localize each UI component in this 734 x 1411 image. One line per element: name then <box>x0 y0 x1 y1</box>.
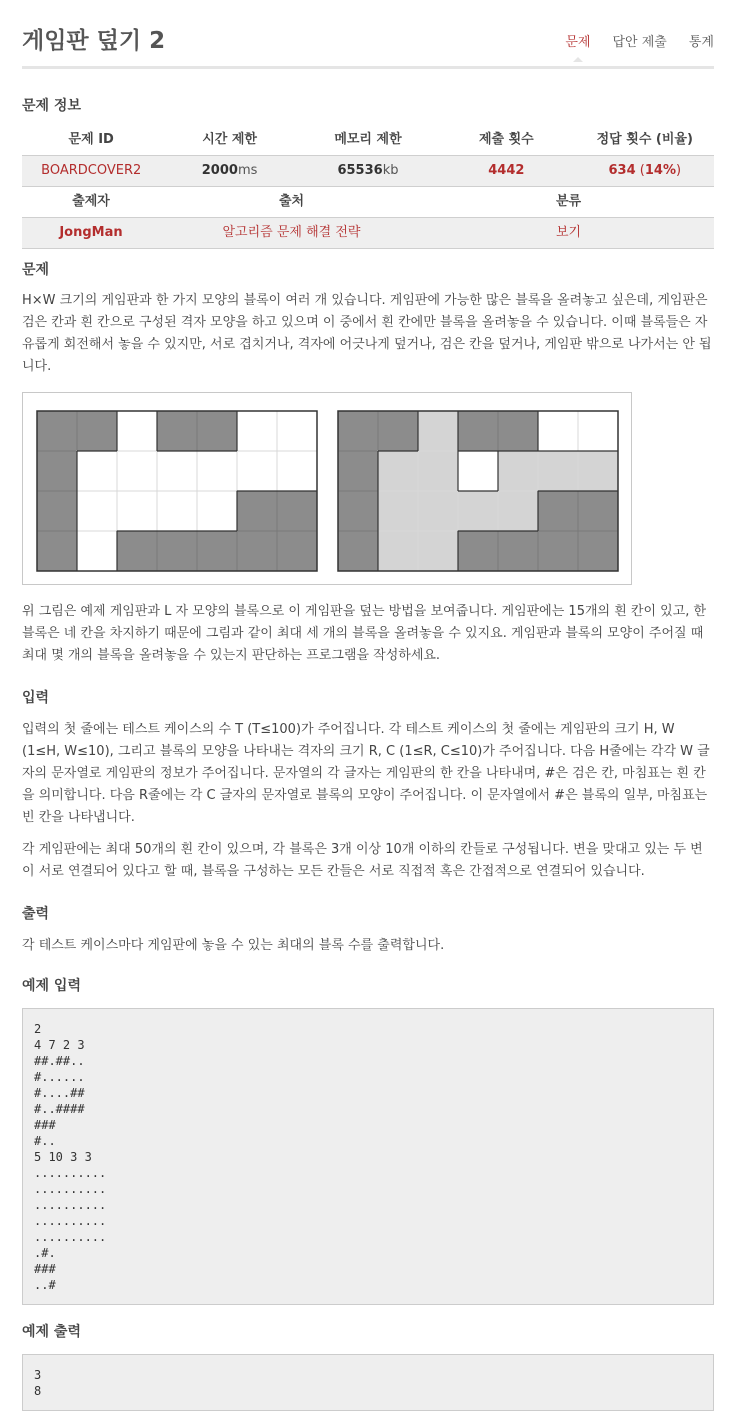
tab-submit-label: 답안 제출 <box>612 35 667 50</box>
board-solution-cell <box>538 531 578 571</box>
board-example-grid <box>36 410 318 572</box>
page-title: 게임판 덮기 2 <box>22 28 166 54</box>
board-example-cell <box>237 411 277 451</box>
board-example-cell <box>277 531 317 571</box>
board-example-cell <box>77 411 117 451</box>
input-heading: 입력 <box>22 690 50 706</box>
header-accepted: 정답 횟수 (비율) <box>596 132 693 147</box>
time-limit-number: 2000 <box>201 163 238 178</box>
source-link[interactable]: 알고리즘 문제 해결 전략 <box>160 218 423 249</box>
board-example-cell <box>197 491 237 531</box>
board-solution-cell <box>418 531 458 571</box>
board-example-cell <box>117 531 157 571</box>
board-example-cell <box>157 451 197 491</box>
header-author: 출제자 <box>72 194 110 209</box>
board-solution-cell <box>458 451 498 491</box>
board-solution-grid <box>337 410 619 572</box>
problem-page <box>22 0 714 1411</box>
board-solution-cell <box>378 451 418 491</box>
problem-section <box>22 259 714 667</box>
board-solution-cell <box>418 411 458 451</box>
info-value-row <box>22 156 714 187</box>
board-figure <box>22 392 632 585</box>
board-example-cell <box>157 411 197 451</box>
board-solution-cell <box>418 491 458 531</box>
header-time-limit: 시간 제한 <box>202 132 257 147</box>
accepted-ratio: 14% <box>644 163 676 178</box>
time-limit-value <box>160 156 298 187</box>
output-section <box>22 903 714 957</box>
board-example-cell <box>157 491 197 531</box>
board-example-cell <box>197 411 237 451</box>
board-example-cell <box>277 451 317 491</box>
board-solution-cell <box>338 451 378 491</box>
header-source: 출처 <box>278 194 305 209</box>
board-solution-cell <box>578 491 618 531</box>
tab-problem[interactable] <box>565 32 590 54</box>
board-example-cell <box>37 491 77 531</box>
output-heading: 출력 <box>22 906 50 922</box>
board-solution-cell <box>378 491 418 531</box>
time-limit-unit: ms <box>237 163 258 178</box>
board-solution-cell <box>458 411 498 451</box>
board-example <box>36 410 318 572</box>
board-solution-cell <box>378 411 418 451</box>
sample-input-heading: 예제 입력 <box>22 978 81 994</box>
board-solution-cell <box>338 531 378 571</box>
board-example-cell <box>117 411 157 451</box>
problem-id-value: BOARDCOVER2 <box>22 156 160 187</box>
page-header <box>22 24 714 69</box>
ratio-open: ( <box>635 163 645 178</box>
author-link[interactable]: JongMan <box>22 218 160 249</box>
board-solution-cell <box>538 491 578 531</box>
info-header-row <box>22 125 714 156</box>
output-description: 각 테스트 케이스마다 게임판에 놓을 수 있는 최대의 블록 수를 출력합니다. <box>22 938 445 953</box>
board-example-cell <box>277 411 317 451</box>
meta-header-row <box>22 187 714 218</box>
board-example-cell <box>197 451 237 491</box>
board-solution-cell <box>578 531 618 571</box>
board-example-cell <box>37 451 77 491</box>
board-solution-cell <box>498 491 538 531</box>
accepted-value <box>576 156 714 187</box>
accepted-count: 634 <box>608 163 636 178</box>
sample-input-section <box>22 975 714 1305</box>
board-example-cell <box>77 491 117 531</box>
problem-heading: 문제 <box>22 262 50 278</box>
problem-intro: H×W 크기의 게임판과 한 가지 모양의 블록이 여러 개 있습니다. 게임판에 가능한 많은 블록을 올려놓고 싶은데, 게임판은 검은 칸과 흰 칸으로 구성된 격자 모양을 하고 있으며 이 중에서 흰 칸에만 블록을 올려놓을 수 있습니다. 이때 블록들은 자유롭게 회전해서 놓을 수 있지만, 서로 겹치거나, 격자에 어긋나게 덮거나, 검은 칸을 덮거나, 게임판 밖으로 나가서는 안 됩니다. <box>22 293 712 374</box>
input-constraints: 각 게임판에는 최대 50개의 흰 칸이 있으며, 각 블록은 3개 이상 10개 이하의 칸들로 구성됩니다. 변을 맞대고 있는 두 변이 서로 연결되어 있다고 할 때, 블록을 구성하는 모든 칸들은 서로 직접적 혹은 간접적으로 연결되어 있습니다. <box>22 842 703 879</box>
sample-input-code[interactable]: 2 4 7 2 3 ##.##.. #...... #....## #..#### ### #.. 5 10 3 3 .......... .......... .......... .......... .......... .#. ### ..# <box>22 1008 714 1305</box>
board-solution-cell <box>578 411 618 451</box>
board-solution-cell <box>538 451 578 491</box>
input-description: 입력의 첫 줄에는 테스트 케이스의 수 T (T≤100)가 주어집니다. 각 테스트 케이스의 첫 줄에는 게임판의 크기 H, W (1≤H, W≤10), 그리고 블록의 모양을 나타내는 격자의 크기 R, C (1≤R, C≤10)가 주어집니다. 다음 H줄에는 각각 W 글자의 문자열로 게임판의 정보가 주어집니다. 문자열의 각 글자는 게임판의 한 칸을 나타내며, #은 검은 칸, 마침표는 흰 칸을 의미합니다. 다음 R줄에는 각 C 글자의 문자열로 블록의 모양이 주어집니다. 이 문자열에서 #은 블록의 일부, 마침표는 빈 칸을 나타냅니다. <box>22 722 710 825</box>
info-table-stats <box>22 125 714 187</box>
tab-submit[interactable] <box>613 32 667 54</box>
board-example-cell <box>197 531 237 571</box>
problem-explanation: 위 그림은 예제 게임판과 L 자 모양의 블록으로 이 게임판을 덮는 방법을 보여줍니다. 게임판에는 15개의 흰 칸이 있고, 한 블록은 네 칸을 차지하기 때문에 그림과 같이 최대 세 개의 블록을 올려놓을 수 있지요. 게임판과 블록의 모양이 주어질 때 최대 몇 개의 블록을 올려놓을 수 있는지 판단하는 프로그램을 작성하세요. <box>22 604 707 663</box>
memory-limit-number: 65536 <box>337 163 383 178</box>
board-solution-cell <box>458 531 498 571</box>
ratio-close: ) <box>675 163 682 178</box>
submissions-value: 4442 <box>437 156 575 187</box>
memory-limit-unit: kb <box>382 163 399 178</box>
board-example-cell <box>77 531 117 571</box>
tab-bar <box>565 32 714 54</box>
board-solution-cell <box>498 451 538 491</box>
board-example-cell <box>77 451 117 491</box>
board-example-cell <box>117 491 157 531</box>
board-example-cell <box>237 451 277 491</box>
meta-value-row <box>22 218 714 249</box>
board-example-cell <box>237 491 277 531</box>
board-solution <box>337 410 619 572</box>
category-link[interactable]: 보기 <box>423 218 714 249</box>
board-solution-cell <box>458 491 498 531</box>
tab-stats-label: 통계 <box>688 35 714 50</box>
sample-output-section <box>22 1321 714 1411</box>
board-example-cell <box>37 411 77 451</box>
sample-output-heading: 예제 출력 <box>22 1324 81 1340</box>
board-solution-cell <box>578 451 618 491</box>
board-example-cell <box>37 531 77 571</box>
tab-stats[interactable] <box>689 32 714 54</box>
board-solution-cell <box>498 411 538 451</box>
info-heading: 문제 정보 <box>22 98 81 114</box>
tab-problem-label: 문제 <box>565 35 591 50</box>
header-category: 분류 <box>555 194 582 209</box>
board-example-cell <box>117 451 157 491</box>
info-table-meta <box>22 187 714 249</box>
input-section <box>22 687 714 883</box>
header-submissions: 제출 횟수 <box>478 132 534 147</box>
board-solution-cell <box>538 411 578 451</box>
board-example-cell <box>277 491 317 531</box>
board-example-cell <box>157 531 197 571</box>
header-memory-limit: 메모리 제한 <box>334 132 402 147</box>
header-problem-id: 문제 ID <box>68 132 114 147</box>
sample-output-code[interactable]: 3 8 <box>22 1354 714 1411</box>
memory-limit-value <box>299 156 437 187</box>
board-solution-cell <box>378 531 418 571</box>
board-solution-cell <box>338 491 378 531</box>
board-solution-cell <box>418 451 458 491</box>
info-section <box>22 95 714 249</box>
board-solution-cell <box>498 531 538 571</box>
board-example-cell <box>237 531 277 571</box>
active-tab-indicator <box>573 57 583 62</box>
board-solution-cell <box>338 411 378 451</box>
